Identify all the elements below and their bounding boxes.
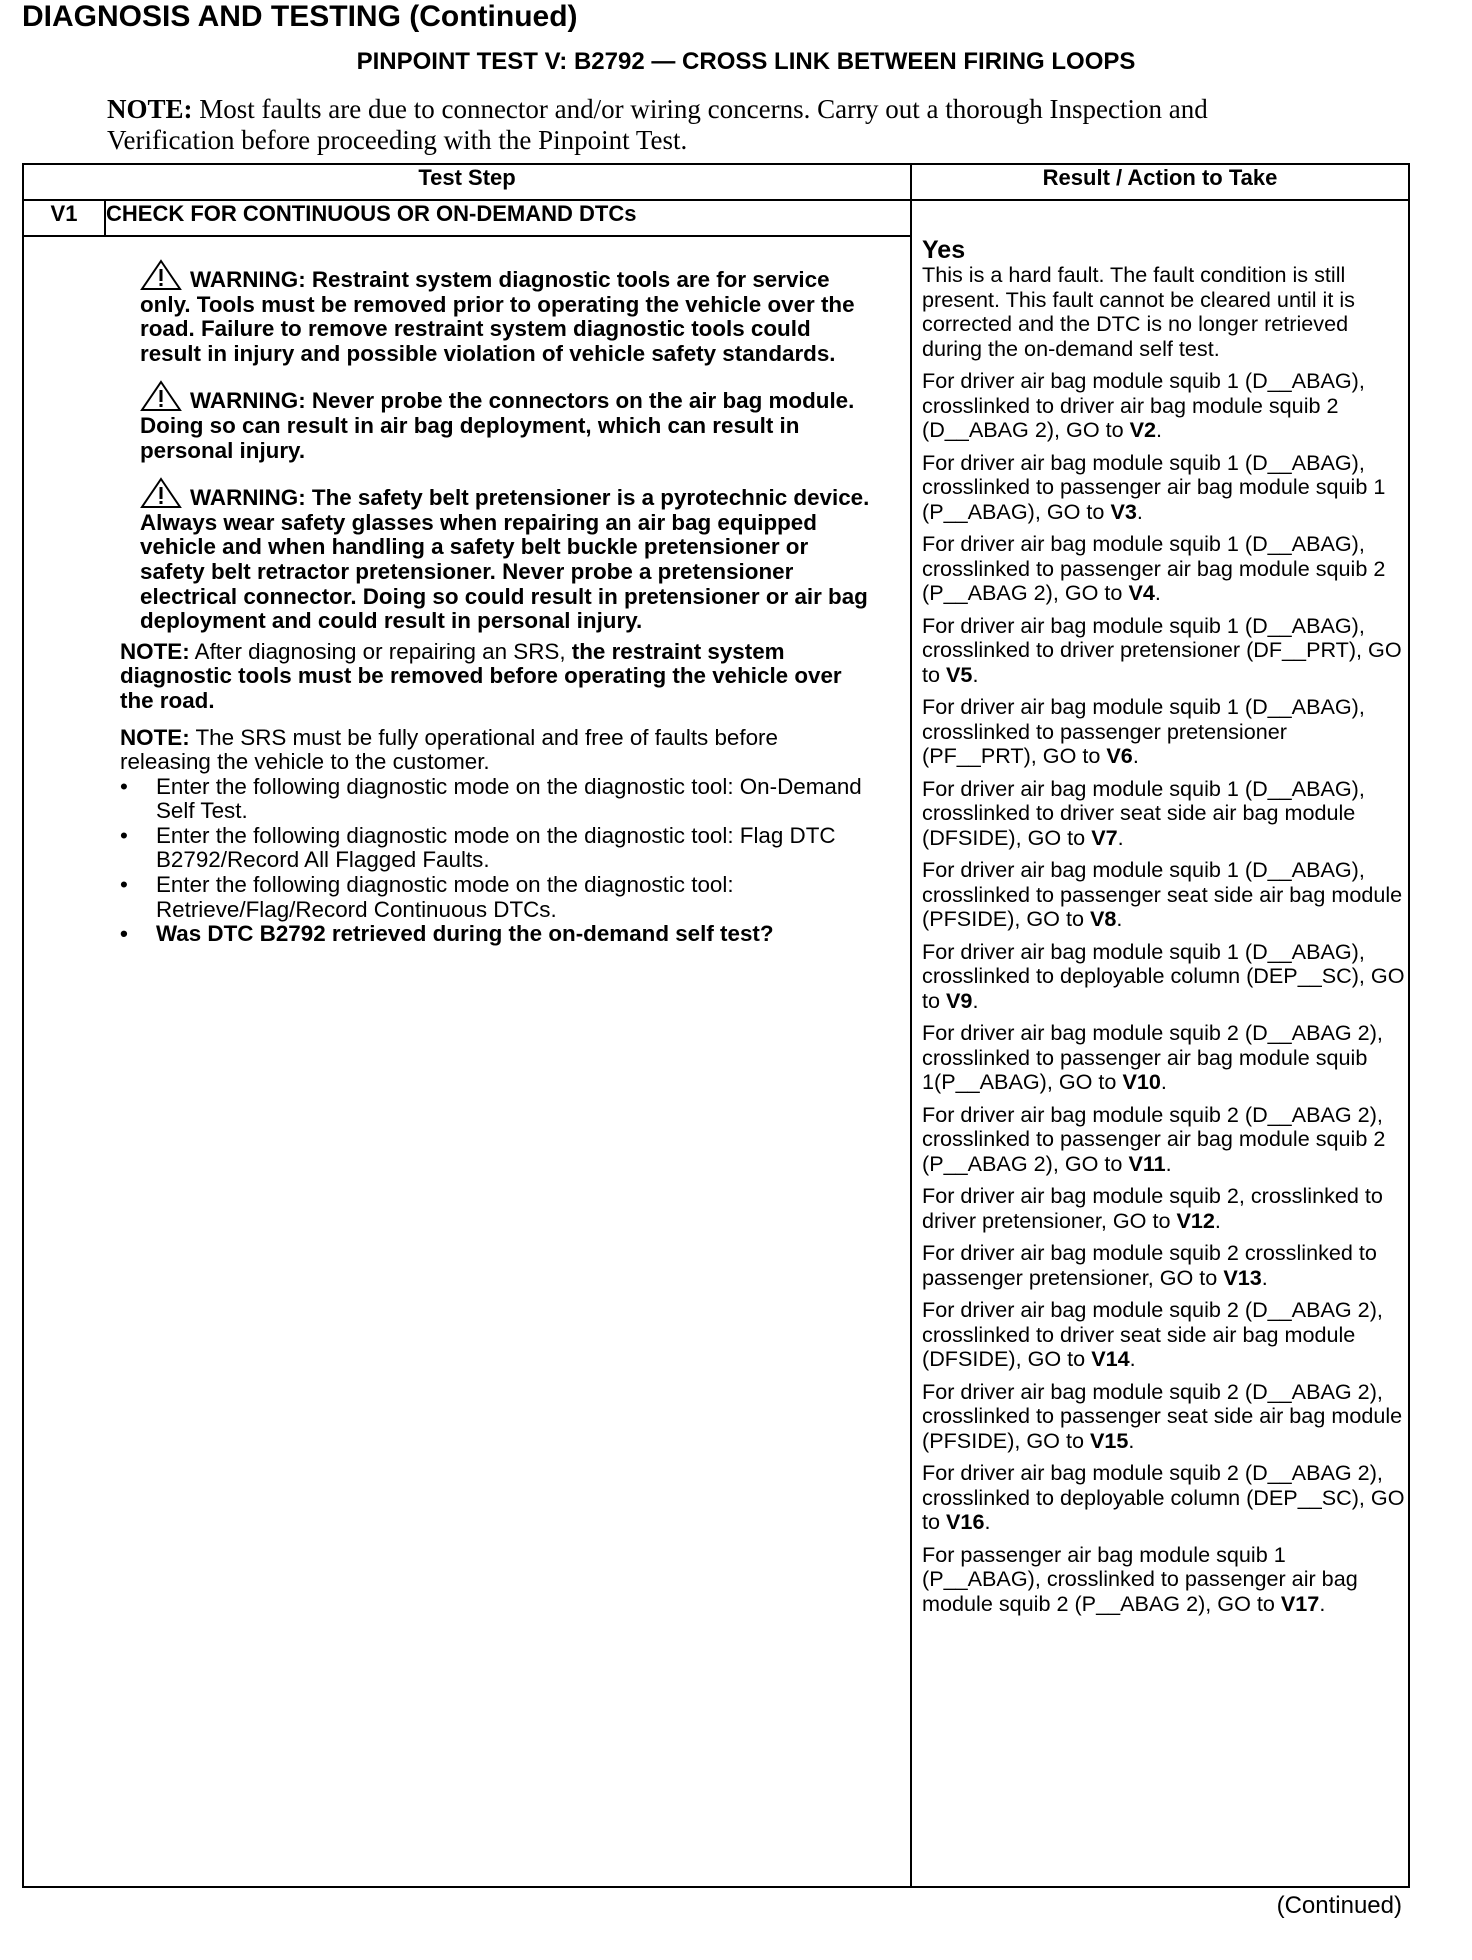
result-cell: [911, 200, 1409, 1887]
warning-triangle-icon: [140, 259, 182, 291]
goto-step-ref: V5: [946, 661, 973, 687]
column-header-test-step: Test Step: [23, 164, 911, 200]
result-action-item: [922, 532, 1406, 606]
pinpoint-test-table: [22, 163, 1410, 1888]
result-action-end: .: [1116, 906, 1123, 931]
result-action-text: For driver air bag module squib 1 (D__ABAG), crosslinked to passenger air bag module squib 2 (P__ABAG 2), GO to: [922, 531, 1386, 605]
result-action-end: .: [1261, 1264, 1268, 1290]
warning-text: WARNING: Never probe the connectors on the air bag module. Doing so can result in air bag deployment, which can result in personal injury.: [140, 388, 855, 463]
warning-block: [120, 380, 870, 463]
result-action-item: [922, 858, 1406, 932]
warning-block: [120, 259, 870, 366]
goto-step-ref: V2: [1129, 417, 1157, 442]
result-action-item: [922, 1298, 1406, 1372]
goto-step-ref: V9: [946, 987, 973, 1013]
result-action-end: .: [972, 661, 979, 687]
intro-note: [107, 94, 1267, 156]
goto-step-ref: V14: [1091, 1346, 1130, 1371]
result-action-end: .: [1128, 1427, 1135, 1453]
result-action-text: For driver air bag module squib 1 (D__ABAG), crosslinked to driver pretensioner (DF__PRT), GO to: [922, 612, 1402, 687]
result-action-text: For driver air bag module squib 1 (D__ABAG), crosslinked to passenger air bag module squib 1 (P__ABAG), GO to: [922, 449, 1386, 524]
goto-step-ref: V8: [1090, 906, 1117, 931]
note-text: The SRS must be fully operational and free of faults before releasing the vehicle to the customer.: [120, 724, 778, 775]
result-action-text: For driver air bag module squib 2 crosslinked to passenger pretensioner, GO to: [922, 1240, 1377, 1290]
result-action-item: [922, 1241, 1406, 1290]
note-after-repair: [120, 640, 870, 714]
result-action-end: .: [1136, 498, 1143, 524]
procedure-question: • Was DTC B2792 retrieved during the on-demand self test?: [120, 922, 870, 947]
result-action-end: .: [1319, 1590, 1326, 1616]
note-label: NOTE:: [120, 724, 190, 750]
continued-label: (Continued): [1276, 1892, 1402, 1919]
step-body: [23, 236, 911, 1887]
result-action-item: [922, 1021, 1406, 1095]
goto-step-ref: V12: [1176, 1207, 1215, 1233]
result-action-text: For driver air bag module squib 2 (D__ABAG 2), crosslinked to passenger air bag module squib 1(P__ABAG), GO to: [922, 1020, 1383, 1094]
result-action-end: .: [984, 1509, 991, 1534]
page-heading: DIAGNOSIS AND TESTING (Continued): [22, 0, 578, 33]
goto-step-ref: V15: [1090, 1427, 1129, 1453]
goto-step-ref: V13: [1223, 1264, 1262, 1290]
result-action-item: [922, 614, 1406, 688]
result-action-end: .: [1160, 1069, 1167, 1094]
column-header-result: Result / Action to Take: [911, 164, 1409, 200]
result-action-item: [922, 369, 1406, 443]
warning-triangle-icon: [140, 477, 182, 509]
result-action-text: For driver air bag module squib 1 (D__ABAG), crosslinked to deployable column (DEP__SC), GO to: [922, 938, 1405, 1013]
result-action-item: [922, 1461, 1406, 1535]
step-title: CHECK FOR CONTINUOUS OR ON-DEMAND DTCs: [105, 200, 911, 236]
goto-step-ref: V17: [1280, 1590, 1320, 1616]
procedure-steps: [120, 775, 870, 947]
result-action-item: [922, 940, 1406, 1014]
result-action-item: [922, 1380, 1406, 1454]
result-action-end: .: [972, 987, 979, 1013]
warning-text: WARNING: Restraint system diagnostic tools are for service only. Tools must be removed prior to operating the vehicle over the road. Failure to remove restraint system diagnostic tools could result in injury and possible violation of vehicle safety standards.: [140, 267, 855, 366]
result-action-text: For driver air bag module squib 2 (D__ABAG 2), crosslinked to passenger air bag module squib 2 (P__ABAG 2), GO to: [922, 1101, 1386, 1176]
goto-step-ref: V11: [1128, 1150, 1166, 1176]
goto-step-ref: V4: [1128, 580, 1155, 605]
result-action-item: [922, 1543, 1406, 1617]
result-action-end: .: [1129, 1346, 1136, 1371]
result-action-text: For passenger air bag module squib 1 (P__ABAG), crosslinked to passenger air bag module squib 2 (P__ABAG 2), GO to: [922, 1541, 1358, 1616]
result-action-text: For driver air bag module squib 2 (D__ABAG 2), crosslinked to passenger seat side air bag module (PFSIDE), GO to: [922, 1378, 1403, 1453]
result-action-end: .: [1132, 743, 1139, 768]
goto-step-ref: V10: [1122, 1069, 1161, 1094]
result-intro: This is a hard fault. The fault condition is still present. This fault cannot be cleared until it is corrected and the DTC is no longer retrieved during the on-demand self test.: [922, 262, 1355, 361]
warning-triangle-icon: [140, 380, 182, 412]
result-action-item: [922, 1103, 1406, 1177]
table-header-row: [23, 164, 1409, 200]
note-label: NOTE:: [120, 638, 190, 664]
result-action-text: For driver air bag module squib 1 (D__ABAG), crosslinked to driver air bag module squib 2 (D__ABAG 2), GO to: [922, 368, 1365, 442]
warning-text: WARNING: The safety belt pretensioner is a pyrotechnic device. Always wear safety glasses when repairing an air bag equipped vehicle and when handling a safety belt buckle pretensioner or safety belt retractor pretensioner. Never probe a pretensioner electrical connector. Doing so could result in pretensioner or air bag deployment and could result in personal injury.: [140, 485, 870, 634]
result-action-text: For driver air bag module squib 2 (D__ABAG 2), crosslinked to driver seat side air bag module (DFSIDE), GO to: [922, 1297, 1383, 1371]
result-action-end: .: [1165, 1150, 1172, 1176]
intro-note-label: NOTE:: [107, 94, 193, 124]
result-action-item: [922, 777, 1406, 851]
result-content: [912, 201, 1408, 1616]
step-header-row: [23, 200, 1409, 236]
result-action-text: For driver air bag module squib 1 (D__ABAG), crosslinked to passenger pretensioner (PF__PRT), GO to: [922, 694, 1365, 768]
goto-step-ref: V7: [1091, 824, 1118, 850]
result-action-end: .: [1154, 580, 1161, 605]
procedure-step: • Enter the following diagnostic mode on the diagnostic tool: Flag DTC B2792/Record All Flagged Faults.: [120, 824, 870, 873]
warning-block: [120, 477, 870, 634]
procedure-step: • Enter the following diagnostic mode on the diagnostic tool: On-Demand Self Test.: [120, 775, 870, 824]
result-action-text: For driver air bag module squib 2 (D__ABAG 2), crosslinked to deployable column (DEP__SC), GO to: [922, 1460, 1405, 1534]
result-action-end: .: [1156, 417, 1163, 442]
result-action-item: [922, 451, 1406, 525]
result-action-text: For driver air bag module squib 2, crosslinked to driver pretensioner, GO to: [922, 1183, 1383, 1233]
procedure-step: • Enter the following diagnostic mode on the diagnostic tool: Retrieve/Flag/Record Continuous DTCs.: [120, 873, 870, 922]
result-action-item: [922, 695, 1406, 769]
result-action-item: [922, 1184, 1406, 1233]
note-text: After diagnosing or repairing an SRS,: [189, 638, 572, 664]
result-action-text: For driver air bag module squib 1 (D__ABAG), crosslinked to passenger seat side air bag module (PFSIDE), GO to: [922, 857, 1403, 931]
result-yes-label: Yes: [922, 236, 966, 264]
pinpoint-test-title: PINPOINT TEST V: B2792 — CROSS LINK BETWEEN FIRING LOOPS: [356, 48, 1136, 75]
result-action-end: .: [1117, 824, 1124, 850]
intro-note-text: Most faults are due to connector and/or wiring concerns. Carry out a thorough Inspection and Verification before proceeding with the Pinpoint Test.: [107, 94, 1208, 155]
result-action-text: For driver air bag module squib 1 (D__ABAG), crosslinked to driver seat side air bag module (DFSIDE), GO to: [922, 775, 1365, 850]
goto-step-ref: V16: [946, 1509, 985, 1534]
goto-step-ref: V3: [1110, 498, 1137, 524]
goto-step-ref: V6: [1106, 743, 1133, 768]
note-emphasis: the restraint system diagnostic tools must be removed before operating the vehicle over the road.: [120, 638, 842, 713]
step-id: V1: [23, 200, 105, 236]
note-srs-operational: [120, 726, 870, 775]
result-action-end: .: [1214, 1207, 1221, 1233]
